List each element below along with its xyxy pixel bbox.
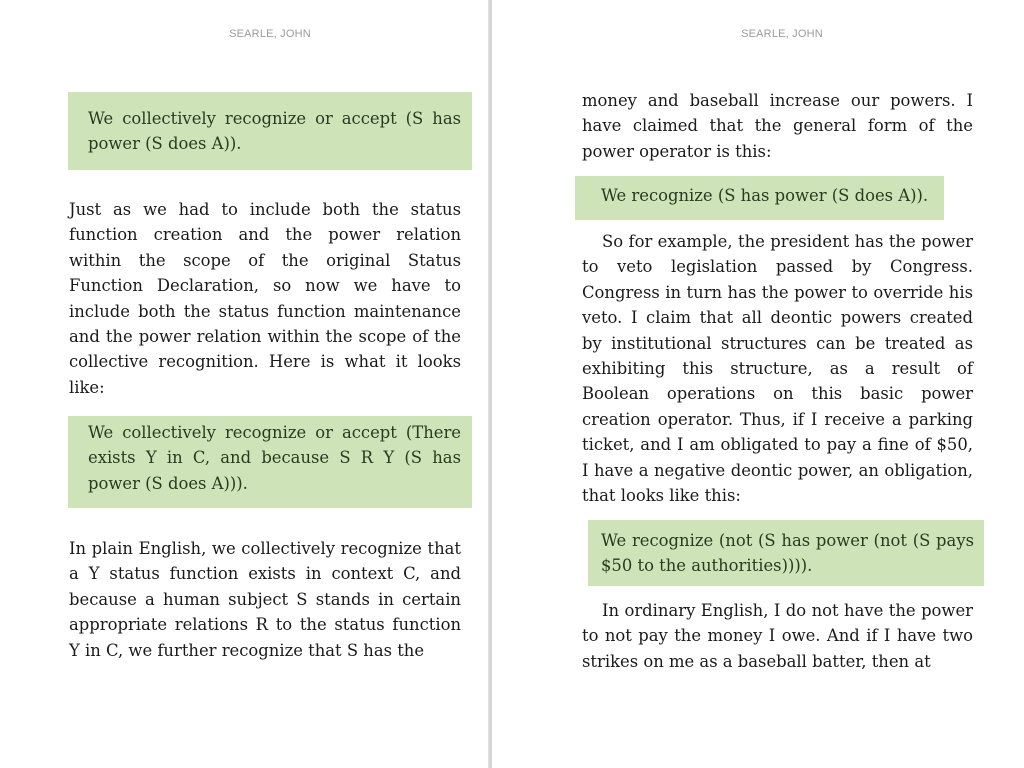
left-paragraph-1: Just as we had to include both the status function creation and the power relation within the scope of the original Status Function Declaration, so now we have to include both the status function maintenance and the power relation within the scope of the collective recognition. Here is what it looks like:: [69, 200, 461, 397]
right-paragraph-1: money and baseball increase our powers. I have claimed that the general form of the power operator is this:: [582, 91, 973, 161]
left-paragraph-2: In plain English, we collectively recognize that a Y status function exists in context C, and because a human subject S stands in certain appropriate relations R to the status function Y in C, we further recognize that S has the: [69, 539, 461, 660]
running-head-left: SEARLE, JOHN: [229, 28, 311, 40]
highlight-right-1-text: We recognize (S has power (S does A)).: [601, 186, 929, 205]
highlight-right-1[interactable]: [575, 176, 944, 220]
right-page[interactable]: [492, 0, 1024, 768]
highlight-left-1[interactable]: [68, 92, 472, 170]
highlight-left-2[interactable]: [68, 416, 472, 508]
highlight-left-1-text: We collectively recognize or accept (S has power (S does A)).: [88, 109, 461, 154]
running-head-right: SEARLE, JOHN: [741, 28, 823, 40]
highlight-right-2[interactable]: [588, 520, 984, 586]
left-page[interactable]: [0, 0, 490, 768]
highlight-left-2-text: We collectively recognize or accept (There exists Y in C, and because S R Y (S has power (S does A))).: [88, 423, 461, 493]
highlight-right-2-text: We recognize (not (S has power (not (S pays $50 to the authorities)))).: [601, 531, 974, 576]
right-paragraph-3: In ordinary English, I do not have the power to not pay the money I owe. And if I have two strikes on me as a baseball batter, then at: [582, 601, 973, 671]
right-paragraph-2: So for example, the president has the power to veto legislation passed by Congress. Congress in turn has the power to override his veto. I claim that all deontic powers created by institutional structures can be treated as exhibiting this structure, as a result of Boolean operations on this basic power creation operator. Thus, if I receive a parking ticket, and I am obligated to pay a fine of $50, I have a negative deontic power, an obligation, that looks like this:: [582, 232, 973, 506]
